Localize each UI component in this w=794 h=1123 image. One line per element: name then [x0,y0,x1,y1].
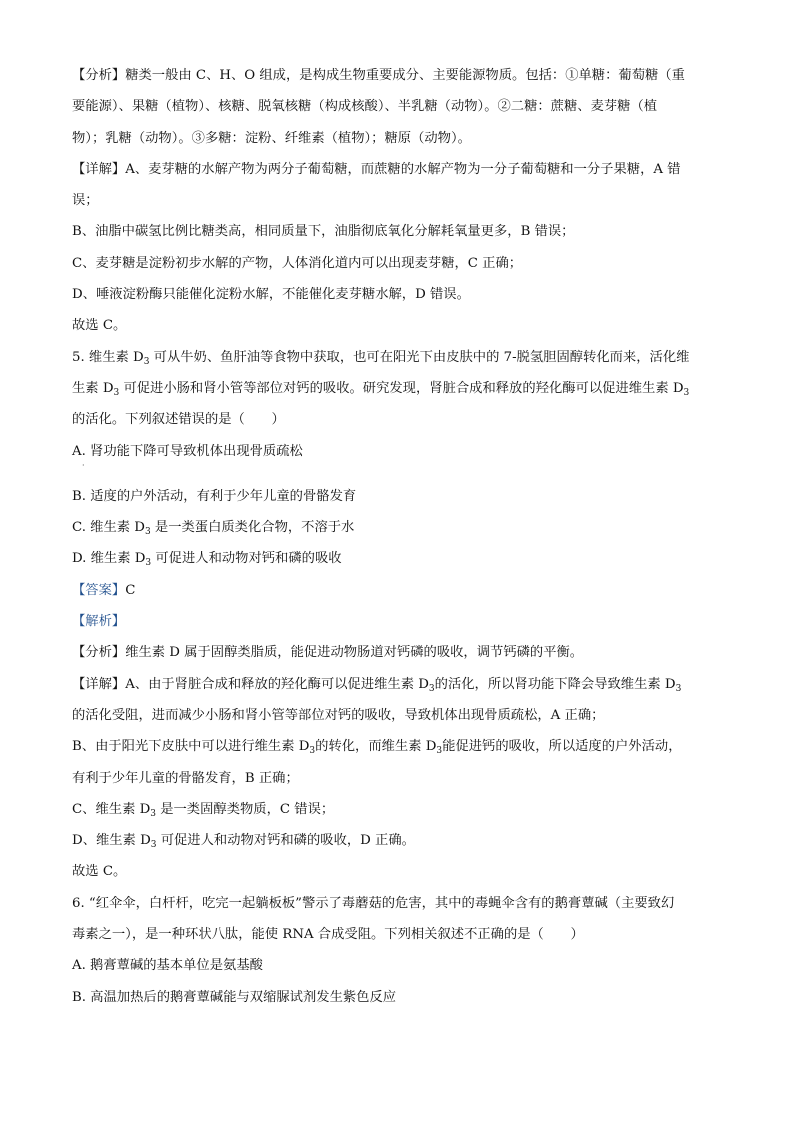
section-label: 【分析】 [72,68,126,83]
text-line [72,279,722,310]
text-line [72,342,722,373]
stray-dot: · [82,460,85,470]
text-run: D. 维生素 D [72,551,146,567]
text-run: 可促进人和动物对钙和磷的吸收 [151,551,342,567]
section-label: 【详解】 [72,676,126,692]
text-run: A、由于肾脏合成和释放的羟化酶可以促进维生素 D [125,676,429,692]
text-line [72,637,722,668]
spacer [72,460,722,481]
text-run: B、油脂中碳氢比例比糖类高，相同质量下，油脂彻底氧化分解耗氧量更多，B 错误； [72,224,575,240]
text-line [72,731,722,762]
text-line [72,91,722,122]
text-line [72,481,722,512]
text-line [72,669,722,700]
text-run: A. 肾功能下降可导致机体出现骨质疏松 [72,443,303,459]
subscript: 3 [150,808,156,819]
text-run: 故选 C。 [72,318,127,334]
text-run: 的转化，而维生素 D [315,739,437,755]
text-line [72,185,722,216]
text-run: A. 鹅膏蕈碱的基本单位是氨基酸 [72,958,263,974]
text-run: 的活化，所以肾功能下降会导致维生素 D [434,676,676,692]
text-line [72,154,722,185]
text-run: 糖类一般由 C、H、O 组成，是构成生物重要成分、主要能源物质。包括：①单糖：葡萄糖（重 [125,68,685,83]
section-label: 【详解】 [72,161,126,177]
subscript: 3 [675,683,682,694]
text-line [72,512,722,543]
subscript: 3 [145,558,152,569]
answer-label: 【答案】 [72,582,126,598]
text-run: 物）；乳糖（动物）。③多糖：淀粉、纤维素（植物）；糖原（动物）。 [72,130,471,146]
text-run: 要能源）、果糖（植物）、核糖、脱氧核糖（构成核酸）、半乳糖（动物）。②二糖：蔗糖、麦芽糖（植 [72,99,658,115]
text-run: 可促进人和动物对钙和磷的吸收，D 正确。 [156,833,415,849]
text-run: 6. “红伞伞，白杆杆，吃完一起躺板板”警示了毒蘑菇的危害，其中的毒蝇伞含有的鹅膏蕈碱（主要致幻 [72,895,675,911]
answer-label: 【解析】 [72,614,126,630]
subscript: 3 [683,387,690,398]
text-run: 的活化受阻，进而减少小肠和肾小管等部位对钙的吸收，导致机体出现骨质疏松，A 正确； [72,707,605,723]
text-run: 是一类固醇类物质，C 错误； [155,801,335,817]
text-line [72,825,722,856]
text-run: C [125,582,136,598]
subscript: 3 [113,387,120,398]
text-run: B. 适度的户外活动，有利于少年儿童的骨骼发育 [72,488,357,504]
subscript: 3 [428,683,435,694]
subscript: 3 [144,527,151,538]
text-run: B. 高温加热后的鹅膏蕈碱能与双缩脲试剂发生紫色反应 [72,989,397,1005]
subscript: 3 [143,356,150,367]
text-run: 维生素 D 属于固醇类脂质，能促进动物肠道对钙磷的吸收，调节钙磷的平衡。 [125,645,584,661]
text-run: 可从牛奶、鱼肝油等食物中获取，也可在阳光下由皮肤中的 7-脱氢胆固醇转化而来，活化维 [149,349,690,365]
text-run: C. 维生素 D [72,520,145,536]
text-line [72,950,722,981]
text-line [72,700,722,731]
text-line [72,60,722,91]
text-run: C、麦芽糖是淀粉初步水解的产物，人体消化道内可以出现麦芽糖，C 正确； [72,255,523,271]
text-line [72,404,722,435]
text-run: C、维生素 D [72,801,151,817]
subscript: 3 [436,746,443,757]
text-run: 的活化。下列叙述错误的是（ ） [72,412,285,428]
text-run: 误； [72,193,99,209]
text-run: 是一类蛋白质类化合物，不溶于水 [150,520,355,536]
text-run: A、麦芽糖的水解产物为两分子葡萄糖，而蔗糖的水解产物为一分子葡萄糖和一分子果糖，A 错 [125,161,681,177]
text-run: B、由于阳光下皮肤中可以进行维生素 D [72,739,310,755]
text-line [72,575,722,606]
text-line [72,856,722,887]
text-line [72,763,722,794]
subscript: 3 [150,840,157,851]
text-line [72,794,722,825]
text-run: 毒素之一），是一种环状八肽，能使 RNA 合成受阻。下列相关叙述不正确的是（ ） [72,927,584,943]
text-run: 有利于少年儿童的骨骼发育，B 正确； [72,770,299,786]
text-line [72,436,722,467]
text-line [72,310,722,341]
text-run: 生素 D [72,380,114,396]
text-line [72,919,722,950]
text-line [72,123,722,154]
text-line [72,543,722,574]
document-page [72,60,722,1013]
text-line [72,248,722,279]
text-run: D、唾液淀粉酶只能催化淀粉水解，不能催化麦芽糖水解，D 错误。 [72,287,470,303]
text-line [72,216,722,247]
subscript: 3 [309,746,316,757]
text-run: 5. 维生素 D [72,349,144,365]
text-line [72,606,722,637]
text-run: D、维生素 D [72,833,151,849]
section-label: 【分析】 [72,645,126,661]
text-line [72,888,722,919]
text-run: 能促进钙的吸收，所以适度的户外活动， [442,739,682,755]
text-line [72,373,722,404]
text-run: 故选 C。 [72,864,127,880]
text-line [72,982,722,1013]
text-run: 可促进小肠和肾小管等部位对钙的吸收。研究发现，肾脏合成和释放的羟化酶可以促进维生素 D [119,380,684,396]
